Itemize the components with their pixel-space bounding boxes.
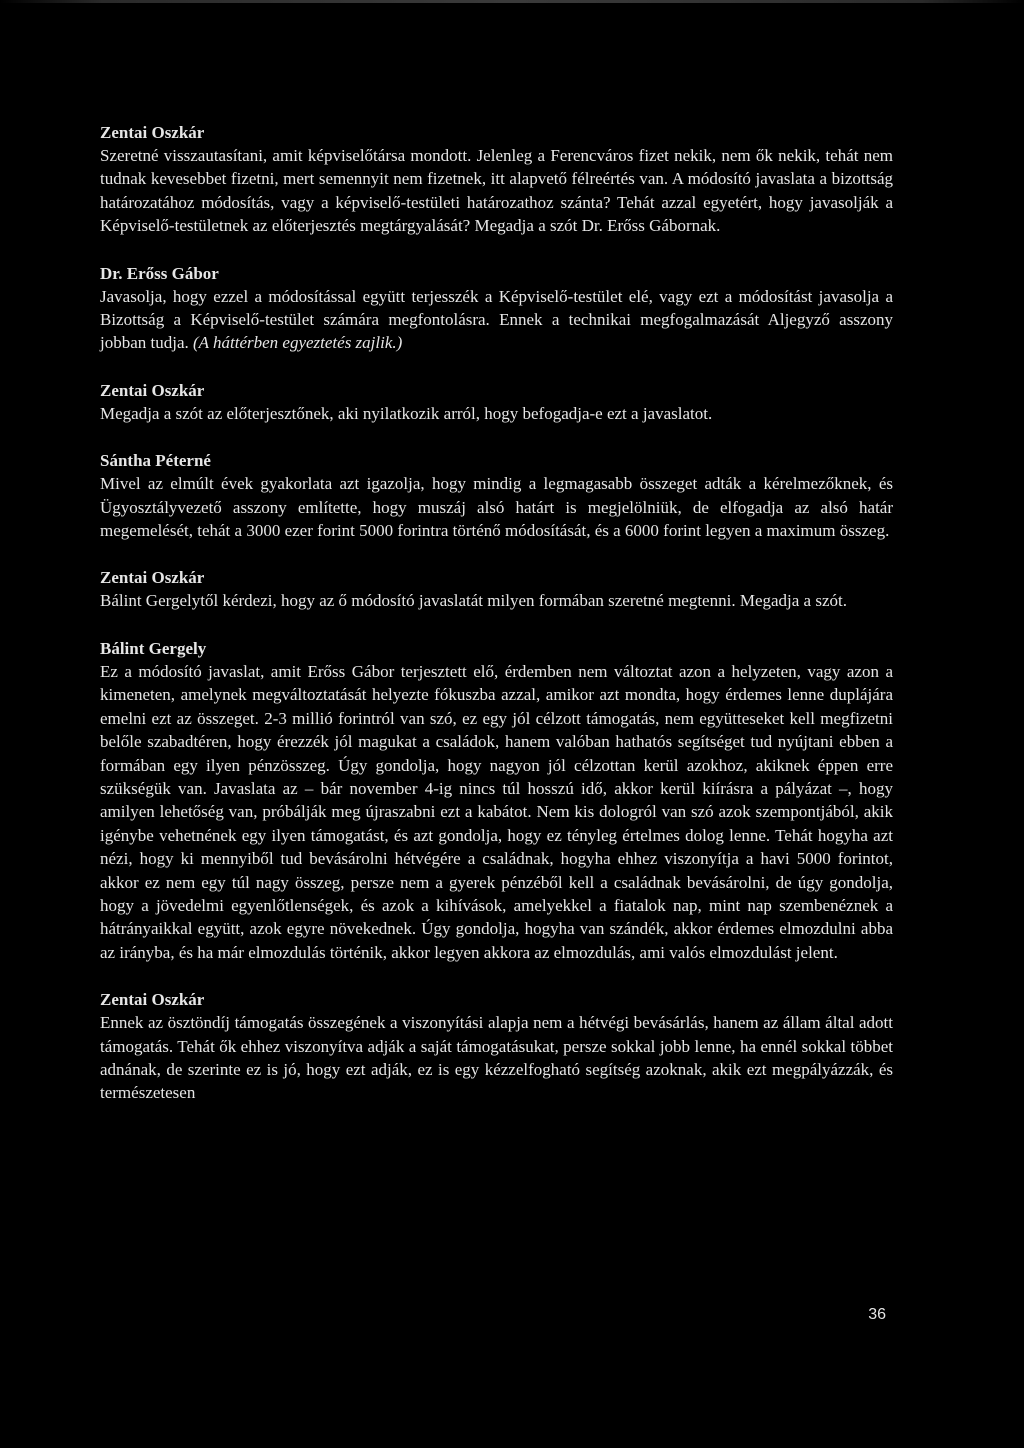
- top-rule: [0, 0, 1024, 3]
- speech-text: Megadja a szót az előterjesztőnek, aki nyilatkozik arról, hogy befogadja-e ezt a javaslatot.: [100, 403, 713, 423]
- speech-text: Bálint Gergelytől kérdezi, hogy az ő módosító javaslatát milyen formában szeretné megtenni. Megadja a szót.: [100, 591, 847, 611]
- speaker-name: Zentai Oszkár: [100, 123, 205, 142]
- speech-text: Ennek az ösztöndíj támogatás összegének a viszonyítási alapja nem a hétvégi bevásárlás, hanem az állam által adott támogatás. Tehát ők ehhez viszonyítva adják a saját támogatásukat, persze sokkal jobb lenne, ha ennél sokkal többet adnának, de szerinte ez is jó, hogy ezt adják, ez is egy kézzelfogható segítség azoknak, akik ezt megpályázzák, és természetesen: [100, 1013, 893, 1103]
- page-number: 36: [868, 1306, 886, 1323]
- speaker-name: Zentai Oszkár: [100, 380, 205, 400]
- speaker-name: Zentai Oszkár: [100, 568, 205, 588]
- document-body: [100, 121, 893, 1129]
- speech-block-zentai-2: [100, 379, 893, 425]
- speech-text: Mivel az elmúlt évek gyakorlata azt igazolja, hogy mindig a legmagasabb összeget adták a kérelmezőknek, és Ügyosztályvezető asszony említette, hogy muszáj alsó határt is megjelölniük, de elfogadja az alsó határ megemelését, tehát a 3000 ezer forint 5000 forintra történő módosítását, és a 6000 forint legyen a maximum összeg.: [100, 474, 893, 541]
- speaker-name: Bálint Gergely: [100, 638, 207, 658]
- speech-block-eross: [100, 262, 893, 355]
- speech-block-balint: [100, 637, 893, 964]
- speech-text: Javasolja, hogy ezzel a módosítással együtt terjesszék a Képviselő-testület elé, vagy ezt a módosítást javasolja a Bizottság a Képviselő-testület számára megfontolásra. Ennek a technikai megfogalmazását Aljegyző asszony jobban tudja.: [100, 286, 893, 353]
- speaker-name: Sántha Péterné: [100, 451, 211, 471]
- speech-text-with-note: [100, 285, 893, 355]
- speech-block-zentai-4: [100, 988, 893, 1105]
- speech-block-zentai-1: [100, 121, 893, 238]
- speech-block-santha: [100, 449, 893, 542]
- speech-text: Szeretné visszautasítani, amit képviselőtársa mondott. Jelenleg a Ferencváros fizet nekik, nem ők nekik, tehát nem tudnak kevesebbet fizetni, mert semennyit nem fizetnek, itt alapvető félreértés van. A módosító javaslata a bizottság határozatához módosítás, vagy a képviselő-testületi határozathoz szánta? Tehát azzal egyetért, hogy javasolják a Képviselő-testületnek az előterjesztés megtárgyalását? Megadja a szót Dr. Erőss Gábornak.: [100, 146, 893, 236]
- speaker-name: Dr. Erőss Gábor: [100, 263, 219, 283]
- speech-text: Ez a módosító javaslat, amit Erőss Gábor terjesztett elő, érdemben nem változtat azon a helyzeten, vagy azon a kimeneten, amelynek megváltoztatását helyezte fókuszba azzal, amikor azt mondta, hogy érdemes lenne duplájára emelni ezt az összeget. 2-3 millió forintról van szó, ez egy jól célzott támogatás, nem együtteseket kell megfizetni belőle szabadtéren, hogy érezzék jól magukat a családok, hanem valóban hathatós segítséget tud nyújtani ebben a formában egy ilyen pénzösszeg. Úgy gondolja, hogy nagyon jól célzottan kerül azokhoz, akiknek éppen erre szükségük van. Javaslata az – bár november 4-ig nincs túl hosszú idő, akkor kerül kiírásra a pályázat –, hogy amilyen lehetőség van, próbálják meg újraszabni ezt a kabátot. Nem kis dologról van szó azok szempontjából, akik igénybe vehetnének egy ilyen támogatást, és azt gondolja, hogy ez tényleg értelmes dolog lenne. Tehát hogyha azt nézi, hogy ki mennyiből tud bevásárolni hétvégére a családnak, hogyha ehhez viszonyítja a havi 5000 forintot, akkor ez nem egy túl nagy összeg, persze nem a gyerek pénzéből kell a családnak bevásárolni, de úgy gondolja, hogy a jövedelmi egyenlőtlenségek, és azok a kihívások, amelyekkel a fiatalok nap, mint nap szembenéznek a hátrányaikkal együtt, azok egyre növekednek. Úgy gondolja, hogyha van szándék, akkor érdemes elmozdulni abba az irányba, és ha már elmozdulás történik, akkor legyen akkora az elmozdulás, ami valós elmozdulást jelent.: [100, 661, 893, 962]
- speech-block-zentai-3: [100, 566, 893, 612]
- italic-note: (A háttérben egyeztetés zajlik.): [193, 333, 403, 353]
- speaker-name: Zentai Oszkár: [100, 990, 205, 1010]
